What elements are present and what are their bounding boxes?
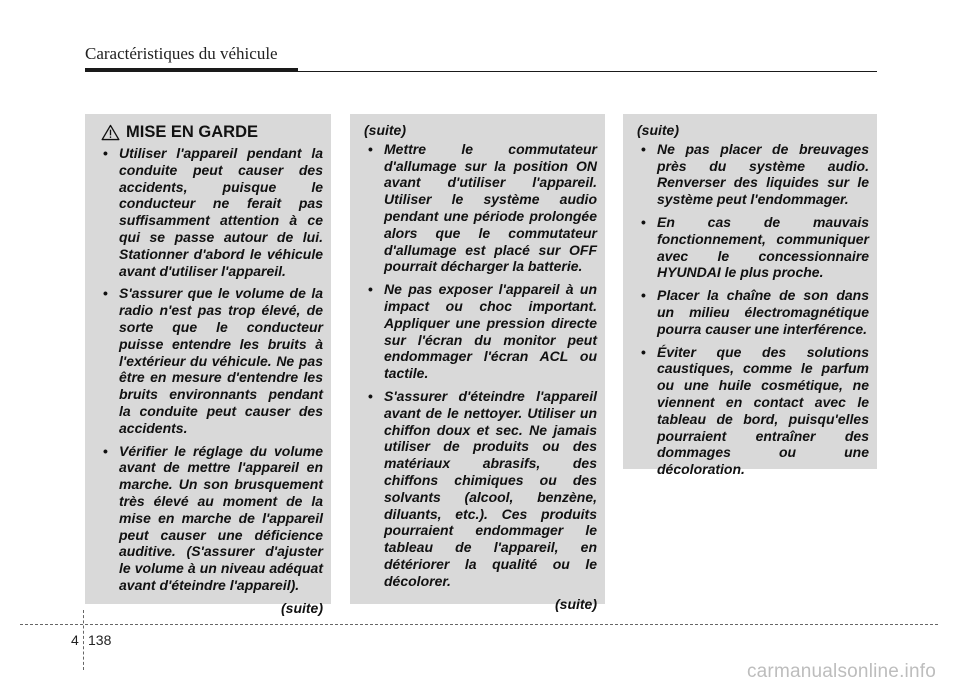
- list-item: • En cas de mauvais fonctionnement, communiquer avec le concessionnaire HYUNDAI le plus proche.: [633, 214, 869, 281]
- warning-triangle-icon: [101, 124, 120, 141]
- warning-list: [360, 141, 597, 590]
- chapter-number: 4: [71, 632, 79, 648]
- warning-list: [95, 145, 323, 594]
- list-item: • Ne pas placer de breuvages près du système audio. Renverser des liquides sur le système peut l'endommager.: [633, 141, 869, 208]
- continued-label: (suite): [281, 599, 323, 616]
- list-item: • Placer la chaîne de son dans un milieu électromagnétique pourra causer une interférence.: [633, 287, 869, 337]
- watermark: carmanualsonline.info: [746, 661, 936, 682]
- footer-dashed-divider: [83, 610, 84, 670]
- page-header-title: Caractéristiques du véhicule: [85, 44, 278, 63]
- continued-label: (suite): [555, 595, 597, 612]
- continued-heading: (suite): [364, 122, 406, 138]
- warning-heading-label: MISE EN GARDE: [126, 123, 259, 142]
- list-item: • Ne pas exposer l'appareil à un impact ou choc important. Appliquer une pression directe sur l'écran du monitor peut endommager l'écran ACL ou tactile.: [360, 281, 597, 382]
- list-item: • S'assurer que le volume de la radio n'est pas trop élevé, de sorte que le conducteur puisse entendre les bruits à l'extérieur du véhicule. Ne pas être en mesure d'entendre les bruits environnants pendant la conduite peut causer des accidents.: [95, 285, 323, 436]
- continued-panel-3: [623, 114, 877, 478]
- header-rule-thin: [85, 71, 877, 72]
- list-item: • Vérifier le réglage du volume avant de mettre l'appareil en marche. Un son brusquement très élevé au moment de la mise en marche de l'appareil peut causer une déficience auditive. (S'assurer d'ajuster le volume à un niveau adéquat avant d'éteindre l'appareil).: [95, 443, 323, 594]
- warning-panel: [85, 114, 331, 616]
- warning-heading: [101, 124, 323, 141]
- footer-dashed-rule: [20, 624, 938, 625]
- list-item: • Éviter que des solutions caustiques, comme le parfum ou une huile cosmétique, ne viennent en contact avec le tableau de bord, puisqu'elles pourraient entraîner des dommages ou une décoloration.: [633, 344, 869, 478]
- list-item: • Mettre le commutateur d'allumage sur la position ON avant d'utiliser l'appareil. Utiliser le système audio pendant une période prolongée alors que le commutateur d'allumage est placé sur OFF pourrait décharger la batterie.: [360, 141, 597, 275]
- warning-list: [633, 141, 869, 478]
- continued-heading: (suite): [637, 122, 679, 138]
- list-item: • Utiliser l'appareil pendant la conduite peut causer des accidents, puisque le conducteur ne ferait pas suffisamment attention à ce qui se passe autour de lui. Stationner d'abord le véhicule avant d'utiliser l'appareil.: [95, 145, 323, 279]
- continued-panel-2: [350, 114, 605, 612]
- list-item: • S'assurer d'éteindre l'appareil avant de le nettoyer. Utiliser un chiffon doux et sec. Ne jamais utiliser de produits ou des matériaux abrasifs, des chiffons chimiques ou des solvants (alcool, benzène, diluants, etc.). Ces produits pourraient endommager le tableau de l'appareil, en détériorer la qualité ou le décolorer.: [360, 388, 597, 590]
- page-number: 138: [88, 632, 112, 648]
